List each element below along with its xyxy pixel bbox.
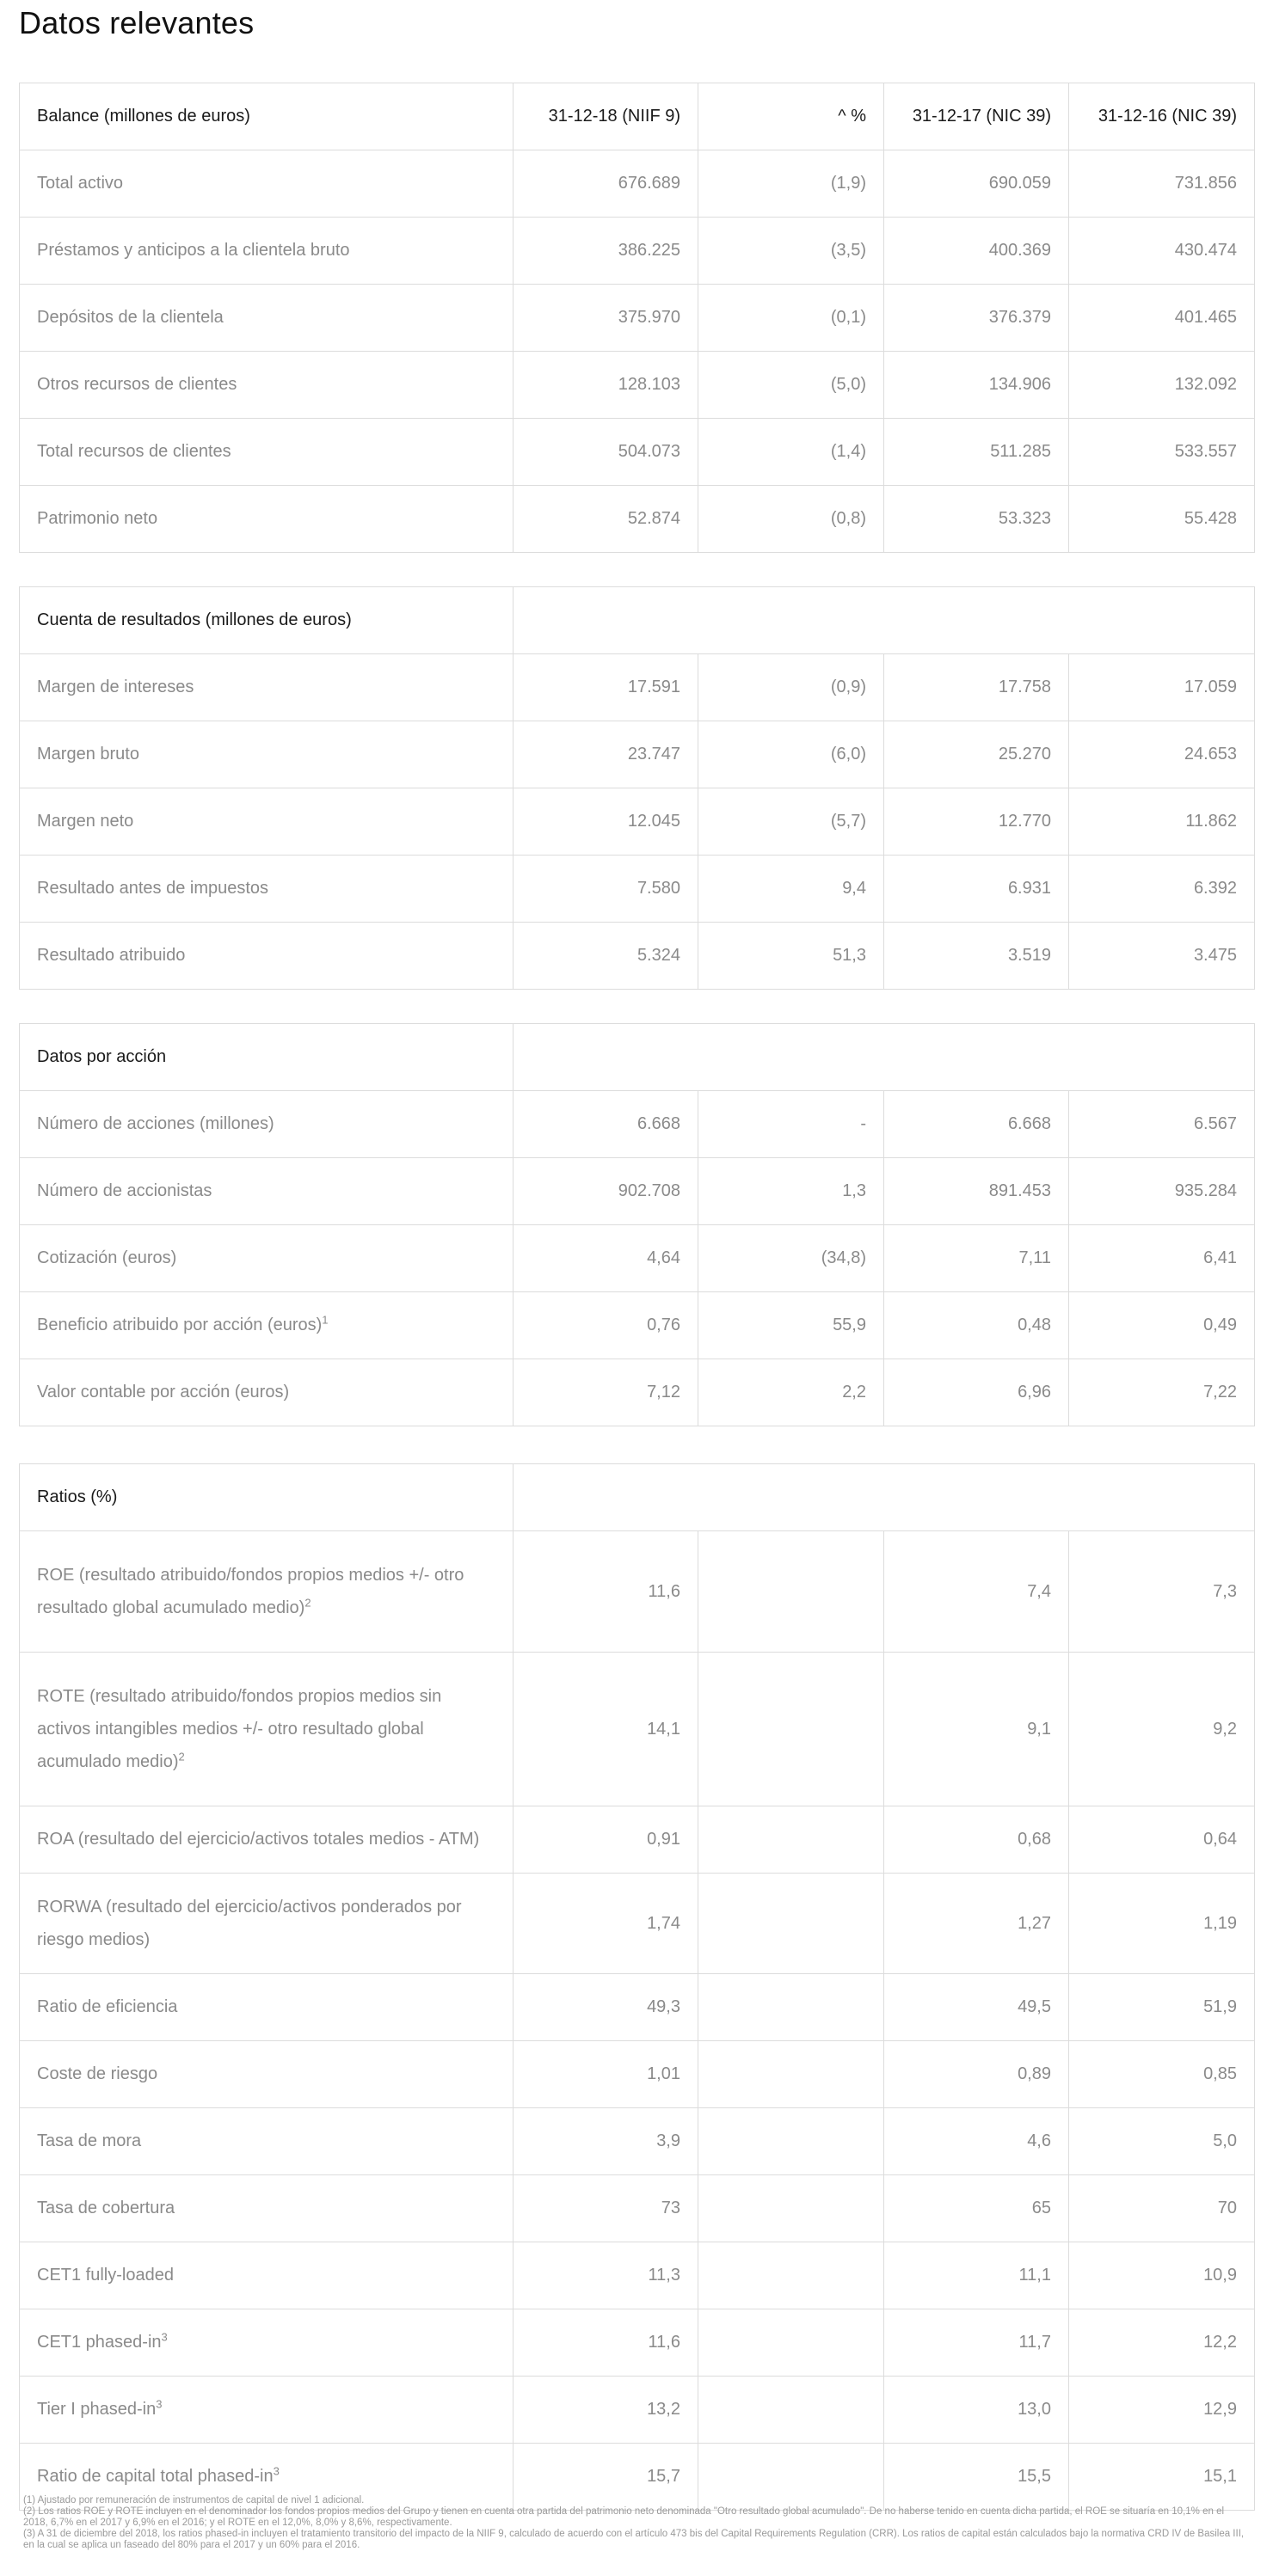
value-change-empty — [698, 1806, 884, 1874]
value-2016: 12,2 — [1069, 2309, 1255, 2377]
value-2016: 0,49 — [1069, 1292, 1255, 1359]
value-2017: 65 — [884, 2175, 1069, 2242]
table-row — [20, 419, 1255, 486]
value-2016: 6.567 — [1069, 1091, 1255, 1158]
table-row — [20, 1653, 1255, 1806]
table-row — [20, 2041, 1255, 2108]
value-2017: 0,89 — [884, 2041, 1069, 2108]
value-2018: 676.689 — [514, 150, 698, 218]
balance-section-title: Balance (millones de euros) — [20, 83, 514, 150]
value-change: (5,0) — [698, 352, 884, 419]
value-2016: 7,22 — [1069, 1359, 1255, 1426]
row-label: Número de accionistas — [37, 1181, 212, 1200]
value-change: - — [698, 1091, 884, 1158]
row-label-cell — [20, 2041, 514, 2108]
value-change: 55,9 — [698, 1292, 884, 1359]
footnote-marker: 3 — [273, 2464, 280, 2478]
value-change-empty — [698, 2377, 884, 2444]
column-header-2018: 31-12-18 (NIIF 9) — [514, 83, 698, 150]
value-change-empty — [698, 1874, 884, 1974]
per-share-section-title: Datos por acción — [20, 1024, 514, 1091]
value-2016: 55.428 — [1069, 486, 1255, 553]
value-2017: 13,0 — [884, 2377, 1069, 2444]
row-label: Ratio de eficiencia — [37, 1997, 178, 2016]
row-label-cell — [20, 2242, 514, 2309]
row-label: ROE (resultado atribuido/fondos propios medios +/- otro resultado global acumulado medio) — [37, 1566, 464, 1617]
header-spacer — [514, 587, 1255, 654]
value-2018: 12.045 — [514, 788, 698, 856]
value-2018: 5.324 — [514, 923, 698, 990]
table-row — [20, 150, 1255, 218]
value-2018: 902.708 — [514, 1158, 698, 1225]
value-change: (5,7) — [698, 788, 884, 856]
header-spacer — [514, 1024, 1255, 1091]
value-2018: 1,01 — [514, 2041, 698, 2108]
row-label-cell — [20, 2377, 514, 2444]
income-header-row — [20, 587, 1255, 654]
row-label-cell — [20, 2309, 514, 2377]
row-label: Valor contable por acción (euros) — [37, 1383, 290, 1401]
value-2017: 690.059 — [884, 150, 1069, 218]
table-row — [20, 2242, 1255, 2309]
table-row — [20, 2377, 1255, 2444]
row-label: Total activo — [20, 150, 514, 218]
table-row — [20, 1974, 1255, 2041]
row-label: Número de acciones (millones) — [37, 1114, 274, 1133]
value-change: 2,2 — [698, 1359, 884, 1426]
row-label-cell — [20, 1974, 514, 2041]
value-2017: 4,6 — [884, 2108, 1069, 2175]
income-statement-table — [19, 586, 1255, 990]
value-2016: 51,9 — [1069, 1974, 1255, 2041]
row-label: Margen de intereses — [20, 654, 514, 721]
row-label: Coste de riesgo — [37, 2064, 158, 2083]
ratios-table — [19, 1463, 1255, 2511]
table-row — [20, 285, 1255, 352]
ratios-section-title: Ratios (%) — [20, 1464, 514, 1531]
value-2018: 23.747 — [514, 721, 698, 788]
table-row — [20, 2108, 1255, 2175]
value-change: 51,3 — [698, 923, 884, 990]
value-2016: 17.059 — [1069, 654, 1255, 721]
value-2017: 400.369 — [884, 218, 1069, 285]
balance-table — [19, 83, 1255, 553]
value-2016: 132.092 — [1069, 352, 1255, 419]
page-title: Datos relevantes — [19, 5, 255, 40]
value-2018: 0,76 — [514, 1292, 698, 1359]
header-spacer — [514, 1464, 1255, 1531]
value-2016: 935.284 — [1069, 1158, 1255, 1225]
row-label: ROA (resultado del ejercicio/activos totales medios - ATM) — [37, 1830, 480, 1849]
footnote-marker: 3 — [161, 2330, 168, 2344]
table-row — [20, 654, 1255, 721]
value-2017: 49,5 — [884, 1974, 1069, 2041]
row-label: CET1 phased-in — [37, 2333, 162, 2352]
value-2016: 15,1 — [1069, 2444, 1255, 2511]
value-2017: 0,48 — [884, 1292, 1069, 1359]
table-row — [20, 2175, 1255, 2242]
value-2016: 6,41 — [1069, 1225, 1255, 1292]
value-2018: 13,2 — [514, 2377, 698, 2444]
row-label-cell — [20, 2108, 514, 2175]
balance-header-row — [20, 83, 1255, 150]
table-row — [20, 1091, 1255, 1158]
row-label: Ratio de capital total phased-in — [37, 2467, 274, 2486]
value-2017: 1,27 — [884, 1874, 1069, 1974]
table-row — [20, 1225, 1255, 1292]
value-2016: 7,3 — [1069, 1531, 1255, 1653]
row-label: Resultado atribuido — [20, 923, 514, 990]
column-header-change: ^ % — [698, 83, 884, 150]
row-label: Total recursos de clientes — [20, 419, 514, 486]
row-label: CET1 fully-loaded — [37, 2266, 174, 2285]
value-2018: 17.591 — [514, 654, 698, 721]
value-2017: 25.270 — [884, 721, 1069, 788]
value-change-empty — [698, 2175, 884, 2242]
value-2016: 731.856 — [1069, 150, 1255, 218]
table-row — [20, 1531, 1255, 1653]
footnote-marker: 3 — [156, 2397, 163, 2411]
row-label: Beneficio atribuido por acción (euros) — [37, 1316, 323, 1334]
value-change-empty — [698, 2041, 884, 2108]
value-2017: 53.323 — [884, 486, 1069, 553]
ratios-header-row — [20, 1464, 1255, 1531]
value-2017: 7,11 — [884, 1225, 1069, 1292]
row-label-cell — [20, 2175, 514, 2242]
row-label: Tasa de mora — [37, 2131, 142, 2150]
footnote-2: (2) Los ratios ROE y ROTE incluyen en el denominador los fondos propios medios del Grupo y tienen en cuenta otra partida del patrimonio neto denominada "Otro resultado global acumulado". De no haberse tenido en cuenta dicha partida, el ROE se situaría en 10,1% en el 2018, 6,7% en el 2017 y 6,9% en el 2016; y el ROTE en el 12,0%, 8,0% y 8,6%, respectivamente. — [23, 2506, 1225, 2528]
value-change-empty — [698, 2242, 884, 2309]
table-row — [20, 352, 1255, 419]
income-section-title: Cuenta de resultados (millones de euros) — [20, 587, 514, 654]
value-2018: 4,64 — [514, 1225, 698, 1292]
row-label-cell — [20, 1806, 514, 1874]
value-change: (0,1) — [698, 285, 884, 352]
value-change-empty — [698, 1974, 884, 2041]
value-2017: 891.453 — [884, 1158, 1069, 1225]
value-2016: 5,0 — [1069, 2108, 1255, 2175]
row-label: Margen neto — [20, 788, 514, 856]
footnotes — [23, 2495, 1245, 2551]
value-change: (34,8) — [698, 1225, 884, 1292]
value-change-empty — [698, 2108, 884, 2175]
row-label: Préstamos y anticipos a la clientela bruto — [20, 218, 514, 285]
value-2016: 533.557 — [1069, 419, 1255, 486]
table-row — [20, 1874, 1255, 1974]
column-header-2017: 31-12-17 (NIC 39) — [884, 83, 1069, 150]
value-2018: 7,12 — [514, 1359, 698, 1426]
row-label-cell — [20, 1225, 514, 1292]
column-header-2016: 31-12-16 (NIC 39) — [1069, 83, 1255, 150]
value-2017: 6,96 — [884, 1359, 1069, 1426]
value-2016: 1,19 — [1069, 1874, 1255, 1974]
value-2016: 70 — [1069, 2175, 1255, 2242]
value-2017: 6.931 — [884, 856, 1069, 923]
value-2018: 11,6 — [514, 1531, 698, 1653]
row-label: Tier I phased-in — [37, 2400, 157, 2419]
value-2018: 52.874 — [514, 486, 698, 553]
value-change: (1,9) — [698, 150, 884, 218]
footnote-marker: 2 — [178, 1750, 185, 1763]
table-row — [20, 486, 1255, 553]
table-row — [20, 721, 1255, 788]
row-label: Otros recursos de clientes — [20, 352, 514, 419]
value-2017: 15,5 — [884, 2444, 1069, 2511]
value-2017: 6.668 — [884, 1091, 1069, 1158]
row-label: Margen bruto — [20, 721, 514, 788]
value-2016: 12,9 — [1069, 2377, 1255, 2444]
table-row — [20, 923, 1255, 990]
footnote-marker: 2 — [304, 1596, 311, 1610]
table-row — [20, 1359, 1255, 1426]
value-2016: 9,2 — [1069, 1653, 1255, 1806]
value-2018: 3,9 — [514, 2108, 698, 2175]
row-label-cell — [20, 1359, 514, 1426]
per-share-table — [19, 1023, 1255, 1426]
table-row — [20, 2309, 1255, 2377]
per-share-header-row — [20, 1024, 1255, 1091]
value-change: 1,3 — [698, 1158, 884, 1225]
row-label-cell — [20, 1874, 514, 1974]
table-row — [20, 788, 1255, 856]
row-label-cell — [20, 1158, 514, 1225]
value-2018: 504.073 — [514, 419, 698, 486]
value-2016: 6.392 — [1069, 856, 1255, 923]
value-2018: 375.970 — [514, 285, 698, 352]
value-2018: 11,3 — [514, 2242, 698, 2309]
row-label: Cotización (euros) — [37, 1248, 177, 1267]
row-label: Patrimonio neto — [20, 486, 514, 553]
value-2017: 376.379 — [884, 285, 1069, 352]
value-2017: 11,1 — [884, 2242, 1069, 2309]
value-2018: 49,3 — [514, 1974, 698, 2041]
footnote-3: (3) A 31 de diciembre del 2018, los ratios phased-in incluyen el tratamiento transitorio del impacto de la NIIF 9, calculado de acuerdo con el artículo 473 bis del Capital Requirements Regulation (CRR). Los ratios de capital están calculados bajo la normativa CRD IV de Basilea III, en la cual se aplica un faseado del 80% para el 2017 y un 60% para el 2016. — [23, 2529, 1245, 2550]
value-2018: 73 — [514, 2175, 698, 2242]
value-2018: 128.103 — [514, 352, 698, 419]
value-2018: 11,6 — [514, 2309, 698, 2377]
value-2018: 0,91 — [514, 1806, 698, 1874]
row-label: ROTE (resultado atribuido/fondos propios medios sin activos intangibles medios +/- otro resultado global acumulado medio) — [37, 1687, 442, 1771]
value-2017: 0,68 — [884, 1806, 1069, 1874]
table-row — [20, 856, 1255, 923]
table-row — [20, 1292, 1255, 1359]
value-2016: 11.862 — [1069, 788, 1255, 856]
value-2017: 12.770 — [884, 788, 1069, 856]
table-row — [20, 1806, 1255, 1874]
value-change-empty — [698, 1531, 884, 1653]
value-2017: 511.285 — [884, 419, 1069, 486]
value-2016: 401.465 — [1069, 285, 1255, 352]
table-row — [20, 218, 1255, 285]
value-2018: 1,74 — [514, 1874, 698, 1974]
row-label-cell — [20, 1091, 514, 1158]
value-2017: 134.906 — [884, 352, 1069, 419]
row-label: Resultado antes de impuestos — [20, 856, 514, 923]
row-label-cell — [20, 1292, 514, 1359]
row-label: Depósitos de la clientela — [20, 285, 514, 352]
value-change: (0,8) — [698, 486, 884, 553]
row-label: Tasa de cobertura — [37, 2199, 175, 2217]
value-2018: 15,7 — [514, 2444, 698, 2511]
value-change: 9,4 — [698, 856, 884, 923]
value-2016: 24.653 — [1069, 721, 1255, 788]
value-2018: 14,1 — [514, 1653, 698, 1806]
row-label-cell — [20, 1531, 514, 1653]
value-change-empty — [698, 1653, 884, 1806]
value-2016: 0,64 — [1069, 1806, 1255, 1874]
footnote-marker: 1 — [322, 1313, 329, 1327]
row-label-cell — [20, 1653, 514, 1806]
value-change: (6,0) — [698, 721, 884, 788]
value-change-empty — [698, 2309, 884, 2377]
value-2017: 9,1 — [884, 1653, 1069, 1806]
value-change: (0,9) — [698, 654, 884, 721]
value-2018: 6.668 — [514, 1091, 698, 1158]
value-2018: 386.225 — [514, 218, 698, 285]
value-2017: 17.758 — [884, 654, 1069, 721]
footnote-1: (1) Ajustado por remuneración de instrumentos de capital de nivel 1 adicional. — [23, 2495, 365, 2505]
value-change: (1,4) — [698, 419, 884, 486]
value-change: (3,5) — [698, 218, 884, 285]
value-2017: 3.519 — [884, 923, 1069, 990]
value-2016: 430.474 — [1069, 218, 1255, 285]
value-2016: 0,85 — [1069, 2041, 1255, 2108]
value-2018: 7.580 — [514, 856, 698, 923]
value-2017: 7,4 — [884, 1531, 1069, 1653]
value-2017: 11,7 — [884, 2309, 1069, 2377]
row-label: RORWA (resultado del ejercicio/activos ponderados por riesgo medios) — [37, 1898, 462, 1949]
value-2016: 3.475 — [1069, 923, 1255, 990]
table-row — [20, 1158, 1255, 1225]
value-2016: 10,9 — [1069, 2242, 1255, 2309]
